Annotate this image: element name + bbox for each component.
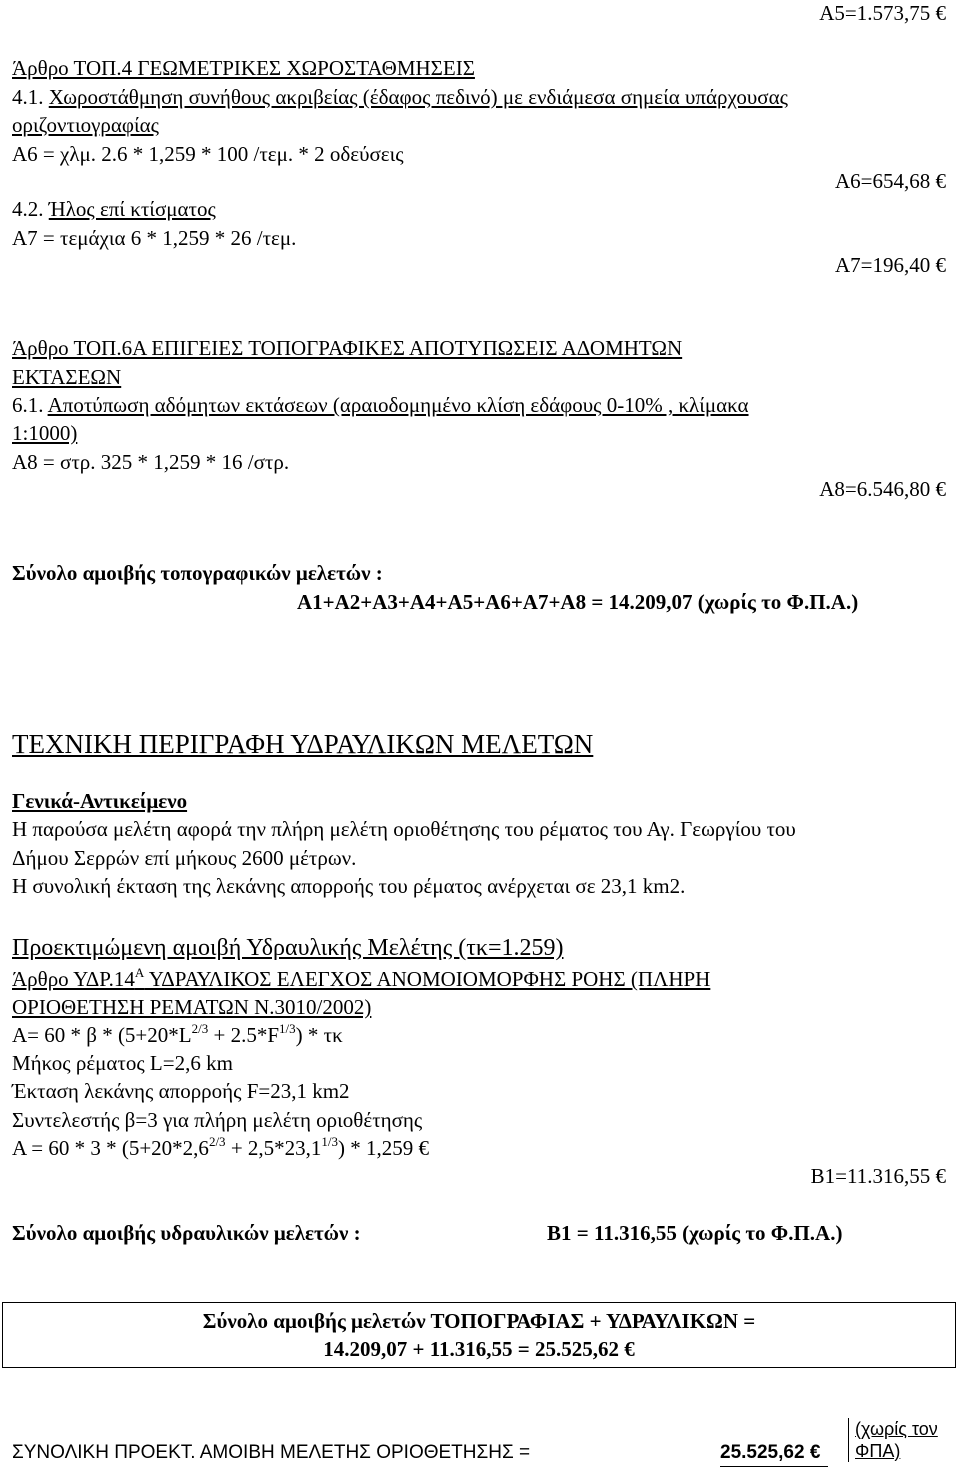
grand-total-line1: Σύνολο αμοιβής μελετών ΤΟΠΟΓΡΑΦΙΑΣ + ΥΔΡΑΥΛΙΚΩΝ = xyxy=(202,1309,756,1333)
hydro-coef: Συντελεστής β=3 για πλήρη μελέτη οριοθέτησης xyxy=(12,1108,423,1132)
art6-heading-cont: ΕΚΤΑΣΕΩΝ xyxy=(12,365,122,389)
hydro-article-cont: ΟΡΙΟΘΕΤΗΣΗ ΡΕΜΑΤΩΝ Ν.3010/2002) xyxy=(12,995,372,1019)
hydro-length: Μήκος ρέματος L=2,6 km xyxy=(12,1051,233,1075)
art4-heading: Άρθρο ΤΟΠ.4 ΓΕΩΜΕΤΡΙΚΕΣ ΧΩΡΟΣΤΑΘΜΗΣΕΙΣ xyxy=(12,56,475,80)
art6-item-title-cont: 1:1000) xyxy=(12,421,78,445)
a7-total: Α7=196,40 € xyxy=(834,253,946,277)
final-value: 25.525,62 € xyxy=(720,1440,828,1467)
hydro-calc: $A = 60 * 3 * (5+20*2,6^{2/3} + 2,5*23,1^{1/3}) * 1,259$ € xyxy=(12,1134,430,1160)
art6-heading: Άρθρο ΤΟΠ.6Α ΕΠΙΓΕΙΕΣ ΤΟΠΟΓΡΑΦΙΚΕΣ ΑΠΟΤΥΠΩΣΕΙΣ ΑΔΟΜΗΤΩΝ xyxy=(12,336,683,360)
hydro-area: Έκταση λεκάνης απορροής F=23,1 km2 xyxy=(12,1079,350,1103)
final-note-line2: ΦΠΑ) xyxy=(855,1441,901,1461)
art6-item-title: 6.1. Αποτύπωση αδόμητων εκτάσεων (αραιοδομημένο κλίση εδάφους 0-10% , κλίμακα xyxy=(12,393,749,417)
b1-total: Β1=11.316,55 € xyxy=(810,1164,946,1188)
hydro-sum-label: Σύνολο αμοιβής υδραυλικών μελετών : xyxy=(12,1221,361,1245)
art4-item1-title-cont: οριζοντιογραφίας xyxy=(12,113,159,137)
art6-item-formula: Α8 = στρ. 325 * 1,259 * 16 /στρ. xyxy=(12,450,290,474)
art4-item1-title: 4.1. Χωροστάθμηση συνήθους ακριβείας (έδαφος πεδινό) με ενδιάμεσα σημεία υπάρχουσας xyxy=(12,85,788,109)
art4-item2-formula: Α7 = τεμάχια 6 * 1,259 * 26 /τεμ. xyxy=(12,226,297,250)
a5-total: A5=1.573,75 € xyxy=(819,1,946,25)
hydro-article: Άρθρο $\Upsilon\Delta P.14^A$ ΥΔΡΑΥΛΙΚΟΣ ΕΛΕΓΧΟΣ ΑΝΟΜΟΙΟΜΟΡΦΗΣ ΡΟΗΣ (ΠΛΗΡΗ xyxy=(12,965,711,991)
a6-total: Α6=654,68 € xyxy=(834,169,946,193)
final-note-line1: (χωρίς τον xyxy=(855,1419,938,1439)
tech-para2: Η συνολική έκταση της λεκάνης απορροής του ρέματος ανέρχεται σε 23,1 km2. xyxy=(12,874,686,898)
tech-para1-cont: Δήμου Σερρών επί μήκους 2600 μέτρων. xyxy=(12,846,357,870)
tech-subtitle: Γενικά-Αντικείμενο xyxy=(12,789,188,813)
final-label: ΣΥΝΟΛΙΚΗ ΠΡΟΕΚΤ. ΑΜΟΙΒΗ ΜΕΛΕΤΗΣ ΟΡΙΟΘΕΤΗΣΗΣ = xyxy=(12,1442,531,1463)
grand-total-line2: 14.209,07 + 11.316,55 = 25.525,62 € xyxy=(323,1337,635,1361)
topo-sum-label: Σύνολο αμοιβής τοπογραφικών μελετών : xyxy=(12,561,383,585)
tech-title: ΤΕΧΝΙΚΗ ΠΕΡΙΓΡΑΦΗ ΥΔΡΑΥΛΙΚΩΝ ΜΕΛΕΤΩΝ xyxy=(12,729,594,759)
tech-para1: Η παρούσα μελέτη αφορά την πλήρη μελέτη οριοθέτησης του ρέματος του Αγ. Γεωργίου του xyxy=(12,817,796,841)
art4-item2-title: 4.2. Ήλος επί κτίσματος xyxy=(12,197,216,221)
a8-total: Α8=6.546,80 € xyxy=(819,477,946,501)
grand-total-box xyxy=(2,1302,956,1368)
hydro-sum-value: Β1 = 11.316,55 (χωρίς το Φ.Π.Α.) xyxy=(547,1221,843,1245)
final-note xyxy=(848,1418,938,1462)
art4-item1-formula: Α6 = χλμ. 2.6 * 1,259 * 100 /τεμ. * 2 οδεύσεις xyxy=(12,142,404,166)
hydro-formula: $A= 60 * \beta * (5+20*L^{2/3} + 2.5*F^{1/3}) * \tau\kappa$ xyxy=(12,1021,343,1047)
topo-sum-formula: Α1+Α2+Α3+Α4+Α5+Α6+Α7+Α8 = 14.209,07 (χωρίς το Φ.Π.Α.) xyxy=(297,590,859,614)
hydro-title: Προεκτιμώμενη αμοιβή Υδραυλικής Μελέτης (τκ=1.259) xyxy=(12,935,564,961)
